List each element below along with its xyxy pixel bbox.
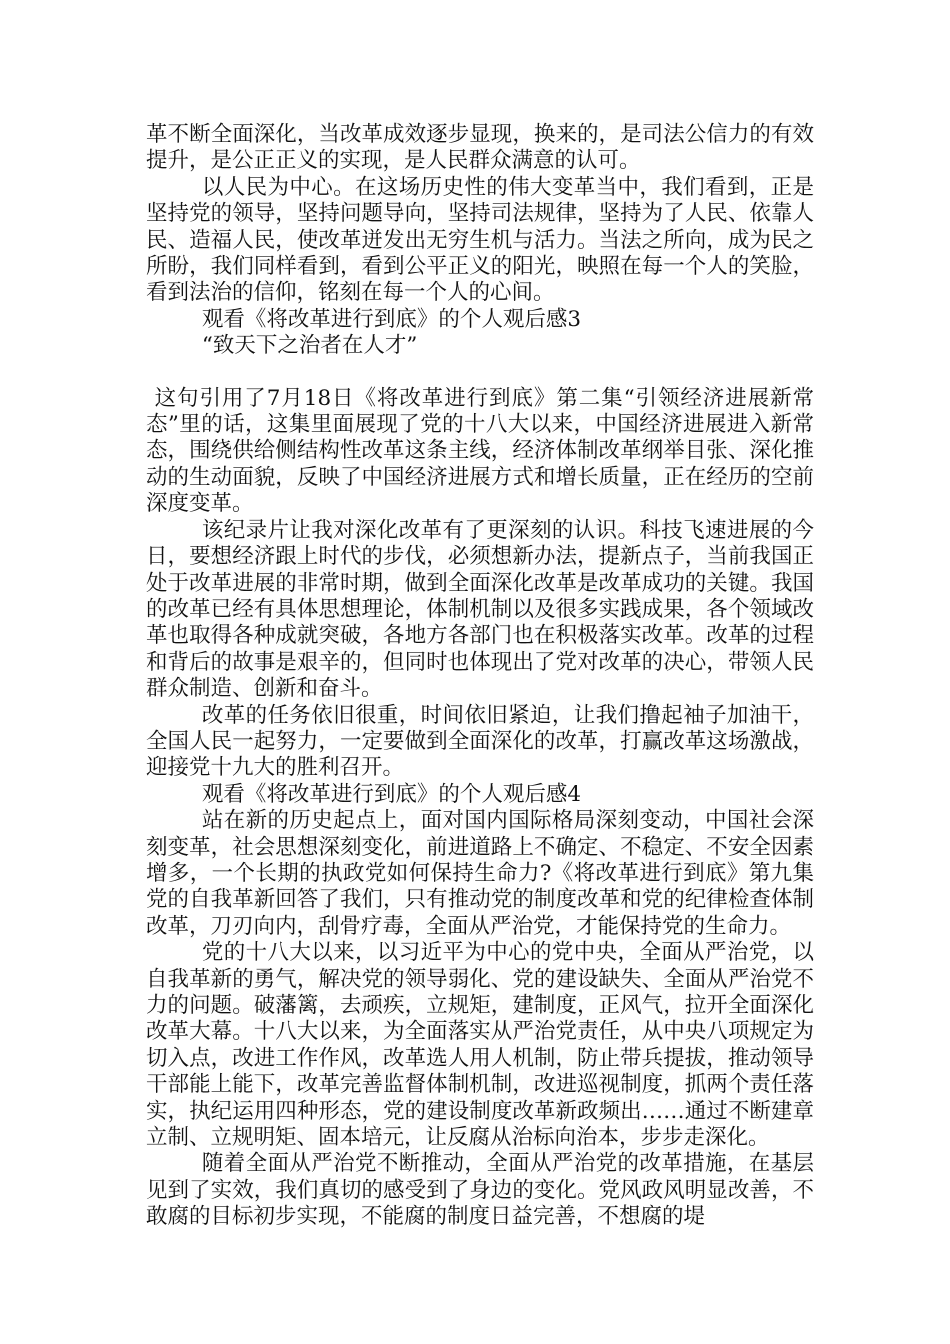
paragraph-8: 随着全面从严治党不断推动，全面从严治党的改革措施，在基层见到了实效，我们真切的感受到了身边的变化。党风政风明显改善，不敢腐的目标初步实现，不能腐的制度日益完善，不想腐的堤 xyxy=(146,1151,814,1230)
paragraph-1: 革不断全面深化，当改革成效逐步显现，换来的，是司法公信力的有效提升，是公正正义的实现，是人民群众满意的认可。 xyxy=(146,122,814,174)
section-heading-3: 观看《将改革进行到底》的个人观后感3 xyxy=(201,306,582,332)
section-heading-4: 观看《将改革进行到底》的个人观后感4 xyxy=(201,781,582,807)
paragraph-7: 党的十八大以来，以习近平为中心的党中央，全面从严治党，以自我革新的勇气，解决党的领导弱化、党的建设缺失、全面从严治党不力的问题。破藩篱，去顽疾，立规矩，建制度，正风气，拉开全面深化改革大幕。十八大以来，为全面落实从严治党责任，从中央八项规定为切入点，改进工作作风，改革选人用人机制，防止带兵提拔，推动领导干部能上能下，改革完善监督体制机制，改进巡视制度，抓两个责任落实，执纪运用四种形态，党的建设制度改革新政频出……通过不断建章立制、立规明矩、固本培元，让反腐从治标向治本，步步走深化。 xyxy=(146,940,814,1151)
document-body xyxy=(146,122,814,1231)
paragraph-5: 改革的任务依旧很重，时间依旧紧迫，让我们撸起袖子加油干，全国人民一起努力，一定要做到全面深化的改革，打赢改革这场激战，迎接党十九大的胜利召开。 xyxy=(146,702,814,781)
paragraph-4: 该纪录片让我对深化改革有了更深刻的认识。科技飞速进展的今日，要想经济跟上时代的步伐，必须想新办法，提新点子，当前我国正处于改革进展的非常时期，做到全面深化改革是改革成功的关键。我国的改革已经有具体思想理论，体制机制以及很多实践成果，各个领域改革也取得各种成就突破，各地方各部门也在积极落实改革。改革的过程和背后的故事是艰辛的，但同时也体现出了党对改革的决心，带领人民群众制造、创新和奋斗。 xyxy=(146,517,814,702)
blank-line xyxy=(146,360,814,386)
quote-heading: “致天下之治者在人才” xyxy=(201,333,418,359)
paragraph-6: 站在新的历史起点上，面对国内国际格局深刻变动，中国社会深刻变革，社会思想深刻变化，前进道路上不确定、不稳定、不安全因素增多，一个长期的执政党如何保持生命力?《将改革进行到底》第九集党的自我革新回答了我们，只有推动党的制度改革和党的纪律检查体制改革，刀刃向内，刮骨疗毒，全面从严治党，才能保持党的生命力。 xyxy=(146,808,814,939)
paragraph-2: 以人民为中心。在这场历史性的伟大变革当中，我们看到，正是坚持党的领导，坚持问题导向，坚持司法规律，坚持为了人民、依靠人民、造福人民，使改革迸发出无穷生机与活力。当法之所向，成为民之所盼，我们同样看到，看到公平正义的阳光，映照在每一个人的笑脸，看到法治的信仰，铭刻在每一个人的心间。 xyxy=(146,174,814,306)
paragraph-3: 这句引用了7月18日《将改革进行到底》第二集“引领经济进展新常态”里的话，这集里面展现了党的十八大以来，中国经济进展进入新常态，围绕供给侧结构性改革这条主线，经济体制改革纲举目张、深化推动的生动面貌，反映了中国经济进展方式和增长质量，正在经历的空前深度变革。 xyxy=(146,385,814,517)
